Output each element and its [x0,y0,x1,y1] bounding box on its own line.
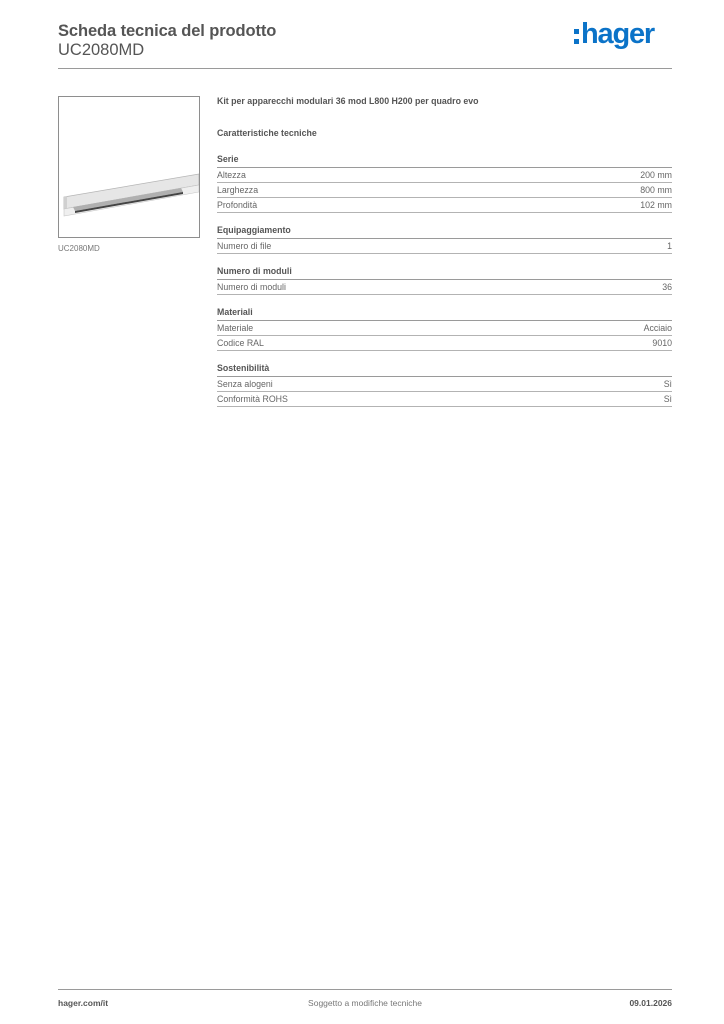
logo-dot-bottom [574,39,579,44]
spec-label: Profondità [217,200,258,210]
spec-value: Acciaio [643,323,672,333]
spec-group-serie [217,153,672,213]
spec-row [217,239,672,254]
spec-group-title: Equipaggiamento [217,224,672,239]
spec-value: 1 [667,241,672,251]
spec-label: Conformità ROHS [217,394,288,404]
spec-group-title: Sostenibilità [217,362,672,377]
spec-row [217,336,672,351]
product-description: Kit per apparecchi modulari 36 mod L800 H200 per quadro evo [217,96,479,106]
spec-row [217,168,672,183]
spec-section-title: Caratteristiche tecniche [217,128,317,138]
page-title: Scheda tecnica del prodotto [58,22,277,40]
spec-value: 36 [662,282,672,292]
spec-group-numero-moduli [217,265,672,295]
spec-row [217,198,672,213]
spec-label: Senza alogeni [217,379,273,389]
spec-group-title: Materiali [217,306,672,321]
spec-value: 102 mm [640,200,672,210]
spec-group-title: Serie [217,153,672,168]
spec-group-materiali [217,306,672,351]
spec-row [217,321,672,336]
footer-date: 09.01.2026 [629,998,672,1008]
spec-group-sostenibilita [217,362,672,407]
product-code: UC2080MD [58,41,145,59]
logo-text: hager [581,17,654,50]
product-panel-icon [59,97,199,237]
spec-label: Numero di moduli [217,282,286,292]
spec-value: Sì [663,394,672,404]
spec-label: Materiale [217,323,254,333]
footer-website-link[interactable]: hager.com/it [58,998,109,1008]
footer-notice: Soggetto a modifiche tecniche [308,998,422,1008]
spec-label: Altezza [217,170,246,180]
page-footer [58,989,672,1012]
spec-groups [217,153,672,407]
product-image-caption: UC2080MD [58,244,100,253]
spec-label: Numero di file [217,241,272,251]
spec-label: Codice RAL [217,338,264,348]
spec-group-equipaggiamento [217,224,672,254]
logo-dots-icon [574,29,579,44]
spec-value: 200 mm [640,170,672,180]
product-image [58,96,200,238]
hager-logo [574,19,654,49]
spec-group-title: Numero di moduli [217,265,672,280]
spec-content [217,94,672,407]
spec-row [217,280,672,295]
logo-dot-top [574,29,579,34]
spec-label: Larghezza [217,185,259,195]
page-header [58,17,672,69]
spec-value: 800 mm [640,185,672,195]
spec-row [217,377,672,392]
spec-value: 9010 [652,338,672,348]
spec-row [217,183,672,198]
spec-value: Sì [663,379,672,389]
spec-row [217,392,672,407]
